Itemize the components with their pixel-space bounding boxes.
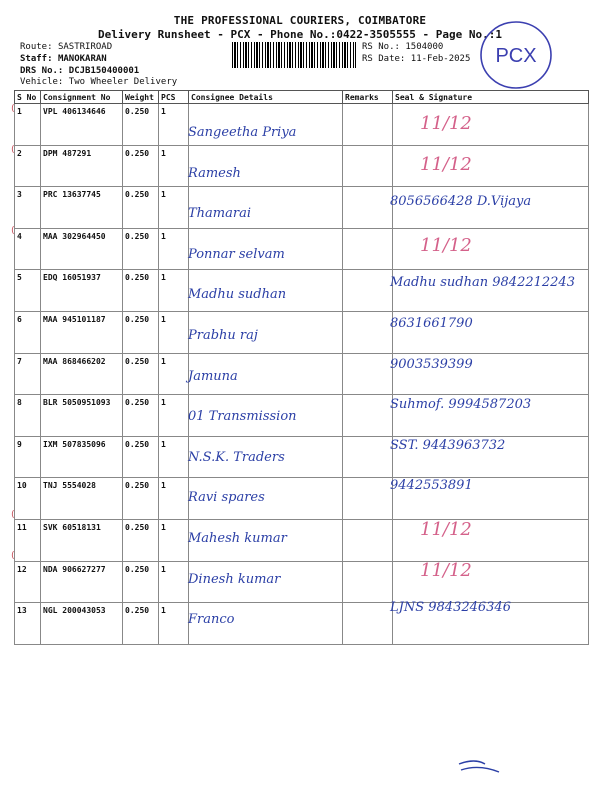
handwritten-consignee: Ravi spares [188,490,265,506]
stamp-text: PCX [495,45,537,67]
staff-line [20,54,107,64]
col-remarks: Remarks [343,91,393,104]
weight-cell: 0.250 [123,228,159,270]
sno-cell: 1 [15,104,41,146]
consignment-cell: IXM 507835096 [41,436,123,478]
handwritten-consignee: Mahesh kumar [188,531,287,546]
table-row [15,561,589,603]
runsheet-table [14,90,589,645]
rs-no-value: 1504000 [405,42,444,52]
sno-cell: 2 [15,145,41,187]
rs-date-label: RS Date: [362,54,406,64]
sno-cell: 10 [15,478,41,520]
pcs-cell: 1 [159,187,189,229]
weight-cell: 0.250 [123,104,159,146]
handwritten-signature: SST. 9443963732 [390,437,506,453]
consignment-cell: MAA 302964450 [41,228,123,270]
handwritten-signature: 8056566428 D.Vijaya [390,194,532,210]
pcs-cell: 1 [159,145,189,187]
handwritten-signature: 11/12 [420,559,472,581]
pcs-cell: 1 [159,270,189,312]
remarks-cell [343,353,393,395]
route-line [20,42,112,52]
consignment-cell: TNJ 5554028 [41,478,123,520]
handwritten-consignee: Thamarai [188,206,251,222]
table-row [15,145,589,187]
weight-cell: 0.250 [123,603,159,645]
check-mark-icon: ( [10,225,16,236]
table-row [15,478,589,520]
barcode [232,42,356,68]
vehicle-label: Vehicle: [20,77,64,87]
arrow-squiggle-icon [455,756,505,780]
remarks-cell [343,311,393,353]
handwritten-consignee: Prabhu raj [188,328,258,343]
handwritten-signature: LJNS 9843246346 [390,600,511,616]
pcs-cell: 1 [159,228,189,270]
staff-label: Staff: [20,54,53,64]
handwritten-signature: 11/12 [420,234,472,256]
check-mark-icon: ( [10,510,16,520]
handwritten-signature: Madhu sudhan 9842212243 [390,275,575,291]
handwritten-consignee: 01 Transmission [188,409,297,425]
handwritten-signature: 11/12 [420,519,472,540]
vehicle-value: Two Wheeler Delivery [68,77,178,87]
remarks-cell [343,270,393,312]
pcx-stamp [478,18,554,92]
handwritten-signature: 9442553891 [390,478,473,494]
col-consignee: Consignee Details [189,91,343,104]
weight-cell: 0.250 [123,187,159,229]
staff-value: MANOKARAN [57,54,107,64]
pcs-cell: 1 [159,519,189,561]
weight-cell: 0.250 [123,270,159,312]
sno-cell: 3 [15,187,41,229]
sno-cell: 9 [15,436,41,478]
handwritten-consignee: Madhu sudhan [188,287,287,303]
col-signature: Seal & Signature [393,91,589,104]
handwritten-consignee: Jamuna [188,368,238,384]
weight-cell: 0.250 [123,311,159,353]
remarks-cell [343,519,393,561]
weight-cell: 0.250 [123,395,159,437]
handwritten-signature: 8631661790 [390,316,473,331]
pcs-cell: 1 [159,311,189,353]
table-row [15,104,589,146]
route-value: SASTRIROAD [57,42,113,52]
weight-cell: 0.250 [123,561,159,603]
sno-cell: 7 [15,353,41,395]
rs-date-value: 11-Feb-2025 [410,54,471,64]
rs-no-line [362,42,443,52]
rs-no-label: RS No.: [362,42,400,52]
remarks-cell [343,145,393,187]
pcs-cell: 1 [159,478,189,520]
sno-cell: 5 [15,270,41,312]
weight-cell: 0.250 [123,519,159,561]
handwritten-consignee: Dinesh kumar [188,571,281,587]
sno-cell: 11 [15,519,41,561]
consignment-cell: PRC 13637745 [41,187,123,229]
consignment-cell: NGL 200043053 [41,603,123,645]
remarks-cell [343,603,393,645]
consignment-cell: MAA 945101187 [41,311,123,353]
check-mark-icon: ( [10,144,16,155]
handwritten-signature: 11/12 [420,153,472,175]
runsheet-company-title: THE PROFESSIONAL COURIERS, COIMBATORE [173,14,427,27]
check-mark-icon: ( [10,550,16,561]
handwritten-consignee: Ponnar selvam [188,246,285,262]
pcs-cell: 1 [159,395,189,437]
vehicle-line [20,77,177,87]
consignment-cell: EDQ 16051937 [41,270,123,312]
table-row [15,519,589,561]
remarks-cell [343,436,393,478]
weight-cell: 0.250 [123,353,159,395]
pcs-cell: 1 [159,561,189,603]
table-header-row [15,91,589,104]
consignment-cell: VPL 406134646 [41,104,123,146]
pcs-cell: 1 [159,603,189,645]
sno-cell: 12 [15,561,41,603]
pcs-cell: 1 [159,104,189,146]
remarks-cell [343,561,393,603]
consignment-cell: MAA 868466202 [41,353,123,395]
handwritten-signature: 11/12 [420,113,472,134]
consignment-cell: NDA 906627277 [41,561,123,603]
drs-value: DCJB150400001 [68,66,140,76]
handwritten-consignee: Sangeetha Priya [188,125,297,140]
weight-cell: 0.250 [123,436,159,478]
sno-cell: 8 [15,395,41,437]
handwritten-consignee: Ramesh [188,165,241,181]
drs-line [20,66,139,76]
remarks-cell [343,104,393,146]
remarks-cell [343,395,393,437]
remarks-cell [343,478,393,520]
weight-cell: 0.250 [123,478,159,520]
pcs-cell: 1 [159,436,189,478]
handwritten-consignee: N.S.K. Traders [188,449,285,465]
col-consignment: Consignment No [41,91,123,104]
consignment-cell: DPM 487291 [41,145,123,187]
handwritten-signature: 9003539399 [390,356,473,372]
table-row [15,353,589,395]
remarks-cell [343,228,393,270]
consignment-cell: SVK 60518131 [41,519,123,561]
sno-cell: 6 [15,311,41,353]
rs-date-line [362,54,470,64]
check-mark-icon: ( [10,104,16,114]
remarks-cell [343,187,393,229]
pcs-cell: 1 [159,353,189,395]
table-row [15,228,589,270]
handwritten-signature: Suhmof. 9994587203 [390,397,532,413]
col-sno: S No [15,91,41,104]
sno-cell: 4 [15,228,41,270]
col-weight: Weight [123,91,159,104]
sno-cell: 13 [15,603,41,645]
handwritten-consignee: Franco [188,612,235,628]
table-row [15,311,589,353]
runsheet-subtitle: Delivery Runsheet - PCX - Phone No.:0422-3505555 - Page No.:1 [98,28,502,41]
consignment-cell: BLR 5050951093 [41,395,123,437]
drs-label: DRS No.: [20,66,64,76]
weight-cell: 0.250 [123,145,159,187]
route-label: Route: [20,42,53,52]
col-pcs: PCS [159,91,189,104]
